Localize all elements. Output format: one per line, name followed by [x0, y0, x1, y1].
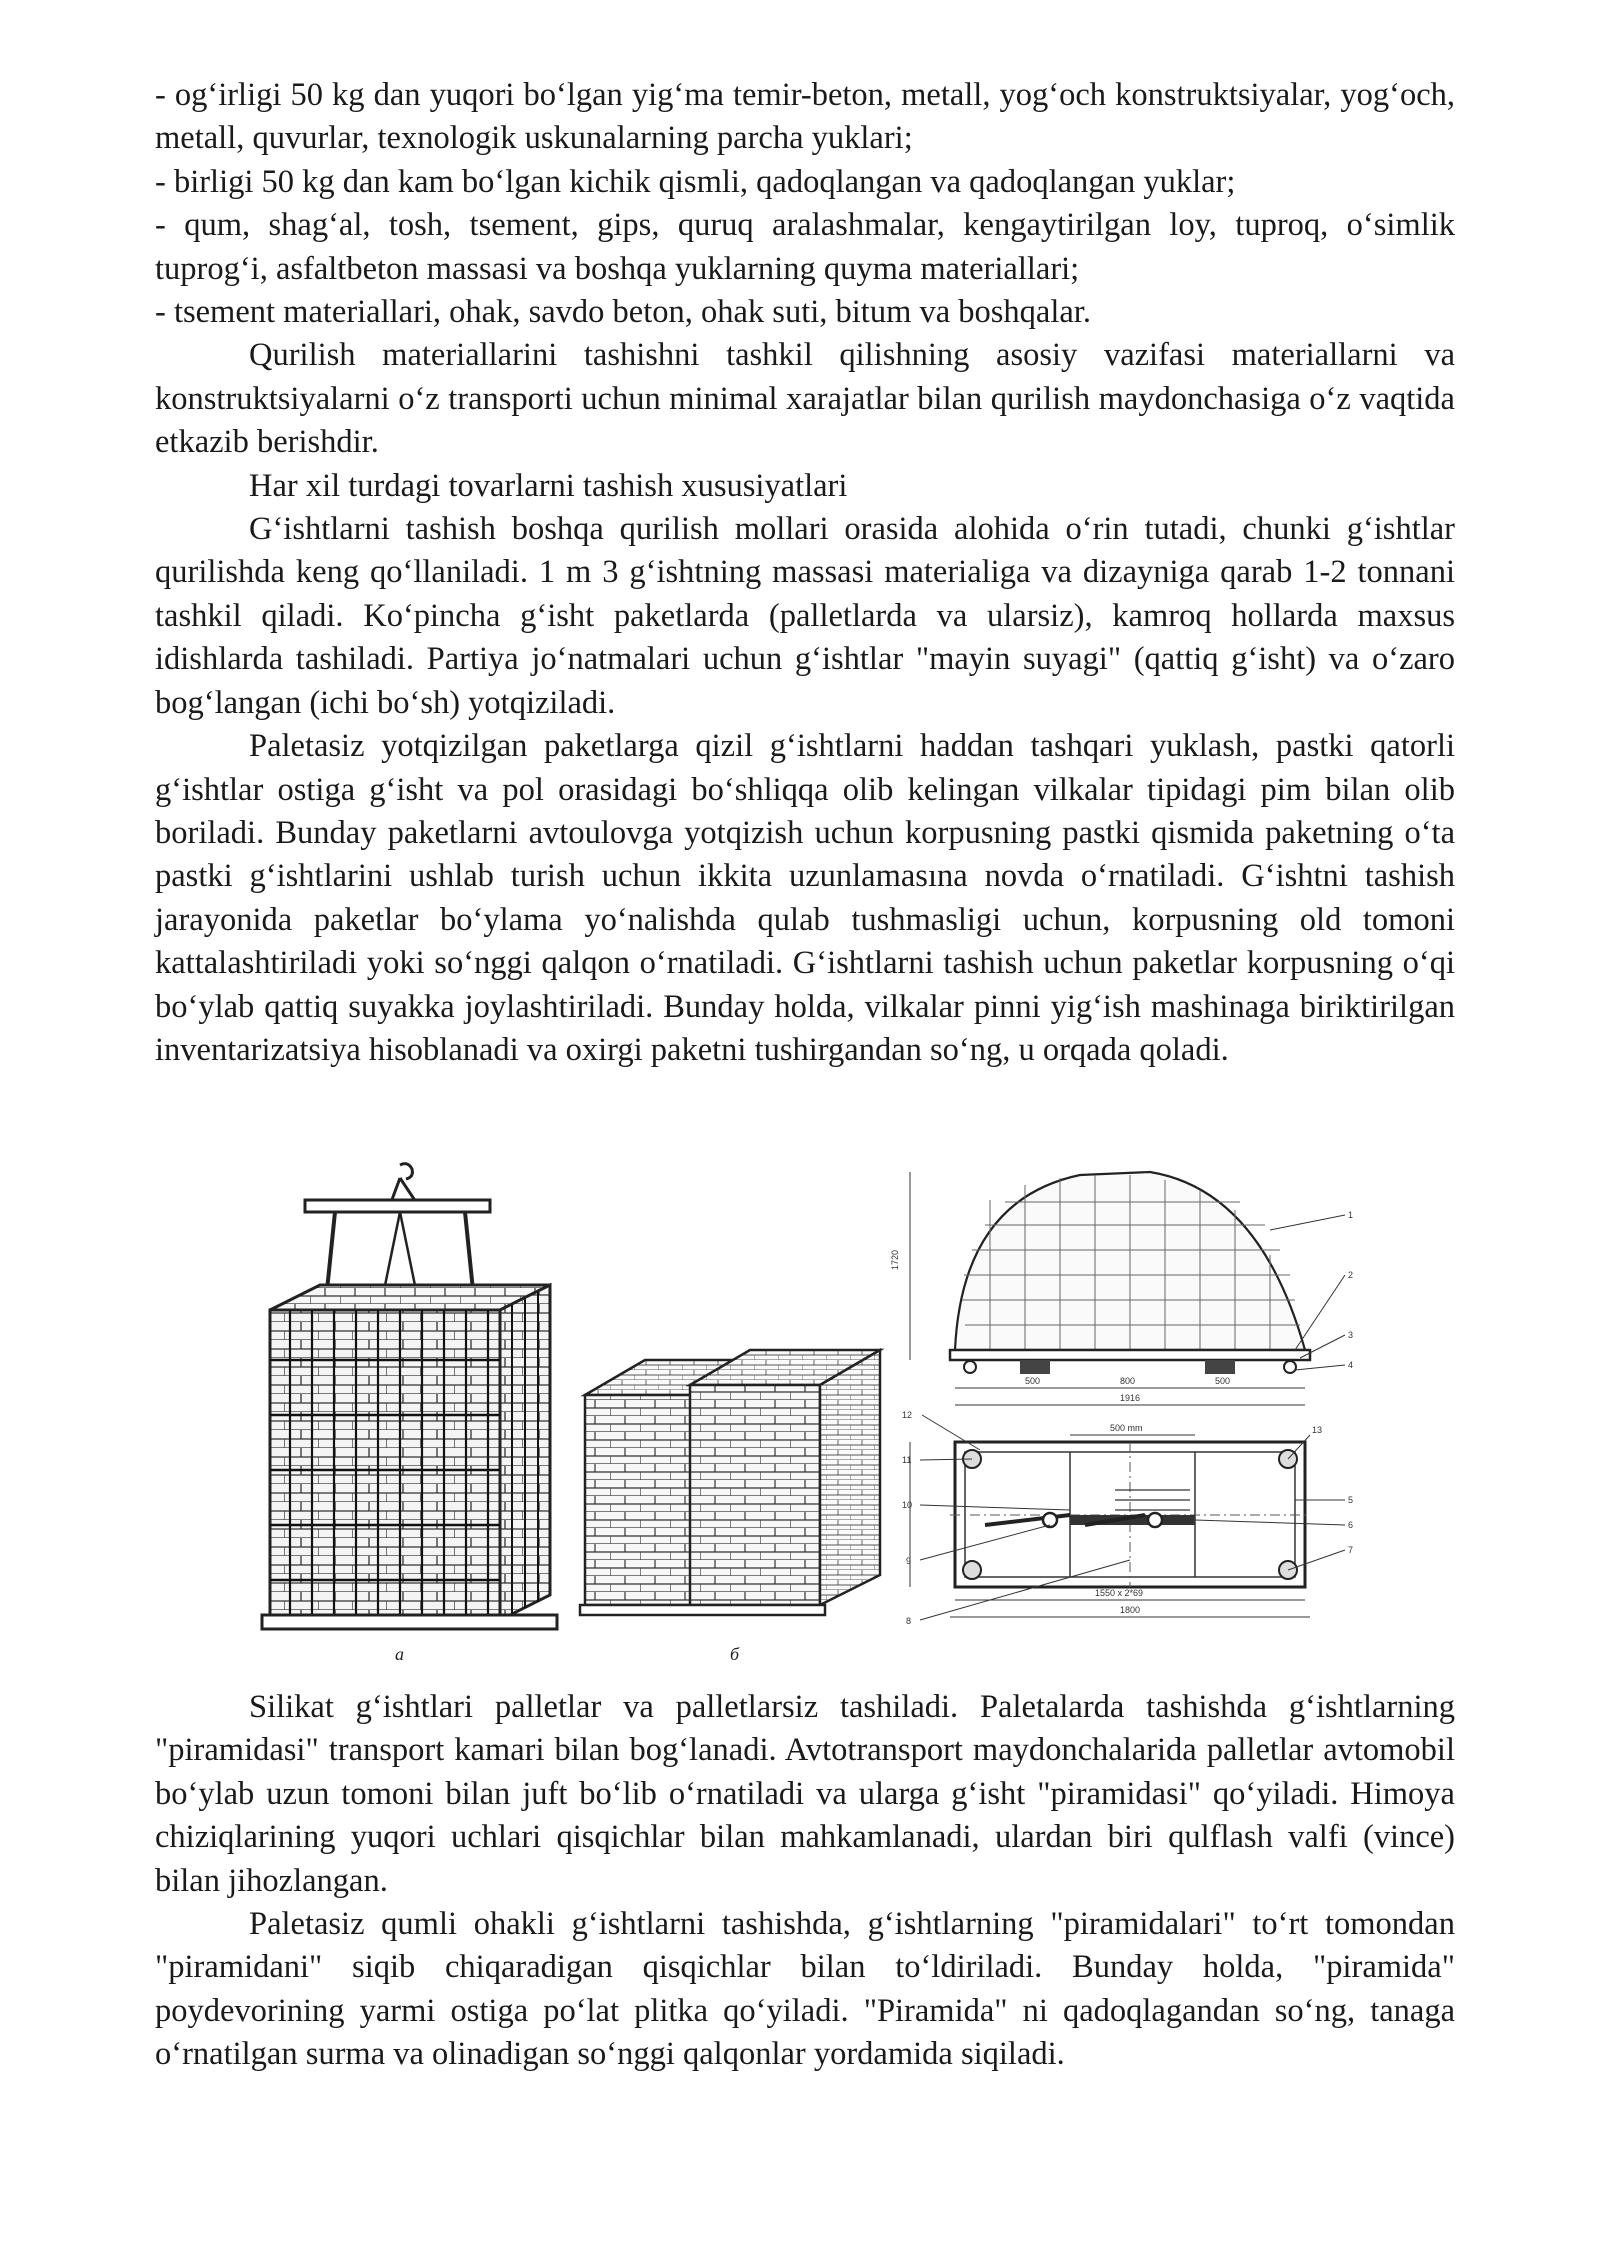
section-heading: Har xil turdagi tovarlarni tashish xususiyatlari: [249, 467, 848, 504]
text-block-bottom: [155, 1686, 1455, 2077]
dimension-label: 800: [1120, 1376, 1136, 1386]
paragraph: G‘ishtlarni tashish boshqa qurilish mollari orasida alohida o‘rin tutadi, chunki g‘ishtlar qurilishda keng qo‘llaniladi. 1 m 3 g‘ishtning massasi materialiga va dizayniga qarab 1-2 tonnani tashkil qiladi. Ko‘pincha g‘isht paketlarda (palletlarda va ularsiz), kamroq hollarda maxsus idishlarda tashiladi. Partiya jo‘natmalari uchun g‘ishtlar "mayin suyagi" (qattiq g‘isht) va o‘zaro bog‘langan (ichi bo‘sh) yotqiziladi.: [155, 511, 1455, 721]
list-item: - qum, shag‘al, tosh, tsement, gips, quruq aralashmalar, kengaytirilgan loy, tuproq, o‘simlik tuprog‘i, asfaltbeton massasi va boshqa yuklarning quyma materiallari;: [155, 207, 1455, 287]
callout-number: 11: [902, 1455, 912, 1465]
paragraph: Paletasiz qumli ohakli g‘ishtlarni tashishda, g‘ishtlarning "piramidalari" to‘rt tomondan "piramidani" siqib chiqaradigan qisqichlar bilan to‘ldiriladi. Bunday holda, "piramida" poydevorining yarmi ostiga po‘lat plitka qo‘yiladi. "Piramida" ni qadoqlagandan so‘ng, tanaga o‘rnatilgan surma va olinadigan so‘nggi qalqonlar yordamida siqiladi.: [155, 1906, 1455, 2073]
callout-number: 6: [1348, 1520, 1354, 1530]
list-item: - og‘irligi 50 kg dan yuqori bo‘lgan yig‘ma temir-beton, metall, yog‘och konstruktsiyalar, yog‘och, metall, quvurlar, texnologik uskunalarning parcha yuklari;: [155, 77, 1455, 157]
technical-drawing: [890, 1172, 1353, 1626]
callout-number: 13: [1312, 1425, 1323, 1435]
dimension-label: 1916: [1120, 1393, 1141, 1403]
callout-number: 1: [1348, 1210, 1354, 1220]
list-item: - birligi 50 kg dan kam bo‘lgan kichik qismli, qadoqlangan va qadoqlangan yuklar;: [155, 163, 1236, 200]
dimension-label: 500: [1215, 1376, 1231, 1386]
dimension-label: 500: [1025, 1376, 1041, 1386]
cage-container-drawing: [262, 1164, 557, 1664]
callout-number: 12: [902, 1410, 913, 1420]
paragraph: Silikat g‘ishtlari palletlar va palletlarsiz tashiladi. Paletalarda tashishda g‘ishtlarning "piramidasi" transport kamari bilan bog‘lanadi. Avtotransport maydonchalarida palletlar avtomobil bo‘ylab uzun tomoni bilan juft bo‘lib o‘rnatiladi va ularga g‘isht "piramidasi" qo‘yiladi. Himoya chiziqlarining yuqori uchlari qisqichlar bilan mahkamlanadi, ulardan biri qulflash valfi (vince) bilan jihozlangan.: [155, 1689, 1455, 1899]
callout-number: 8: [906, 1616, 912, 1626]
callout-number: 3: [1348, 1330, 1354, 1340]
figure-label-b: б: [730, 1644, 740, 1664]
callout-number: 2: [1348, 1270, 1354, 1280]
dimension-label: 500 mm: [1110, 1423, 1143, 1433]
dimension-label: 1800: [1120, 1605, 1141, 1615]
brick-packages-drawing: [580, 1350, 880, 1664]
callout-number: 9: [906, 1556, 912, 1566]
figure-drawing: [250, 1160, 1470, 1670]
paragraph: Qurilish materiallarini tashishni tashkil qilishning asosiy vazifasi materiallarni va konstruktsiyalarni o‘z transporti uchun minimal xarajatlar bilan qurilish maydonchasiga o‘z vaqtida etkazib berishdir.: [155, 337, 1455, 461]
dimension-label: 1550 x 2*69: [1095, 1588, 1144, 1598]
callout-number: 5: [1348, 1495, 1354, 1505]
paragraph: Paletasiz yotqizilgan paketlarga qizil g‘ishtlarni haddan tashqari yuklash, pastki qatorli g‘ishtlar ostiga g‘isht va pol orasidagi bo‘shliqqa olib kelingan vilkalar tipidagi pim bilan olib boriladi. Bunday paketlarni avtoulovga yotqizish uchun korpusning pastki qismida paketning o‘ta pastki g‘ishtlarini ushlab turish uchun ikkita uzunlamasına novda o‘rnatiladi. G‘ishtni tashish jarayonida paketlar bo‘ylama yo‘nalishda qulab tushmasligi uchun, korpusning old tomoni kattalashtiriladi yoki so‘nggi qalqon o‘rnatiladi. G‘ishtlarni tashish uchun paketlar korpusning o‘qi bo‘ylab qattiq suyakka joylashtiriladi. Bunday holda, vilkalar pinni yig‘ish mashinaga biriktirilgan inventarizatsiya hisoblanadi va oxirgi paketni tushirgandan so‘ng, u orqada qoladi.: [155, 728, 1455, 1068]
callout-number: 7: [1348, 1545, 1354, 1555]
callout-number: 10: [902, 1500, 913, 1510]
brick-transport-figure: [250, 1160, 1470, 1670]
callout-number: 4: [1348, 1360, 1354, 1370]
text-block-top: [155, 74, 1455, 1072]
list-item: - tsement materiallari, ohak, savdo beton, ohak suti, bitum va boshqalar.: [155, 294, 1091, 331]
figure-label-a: а: [395, 1644, 404, 1664]
dimension-label: 1720: [890, 1249, 900, 1270]
